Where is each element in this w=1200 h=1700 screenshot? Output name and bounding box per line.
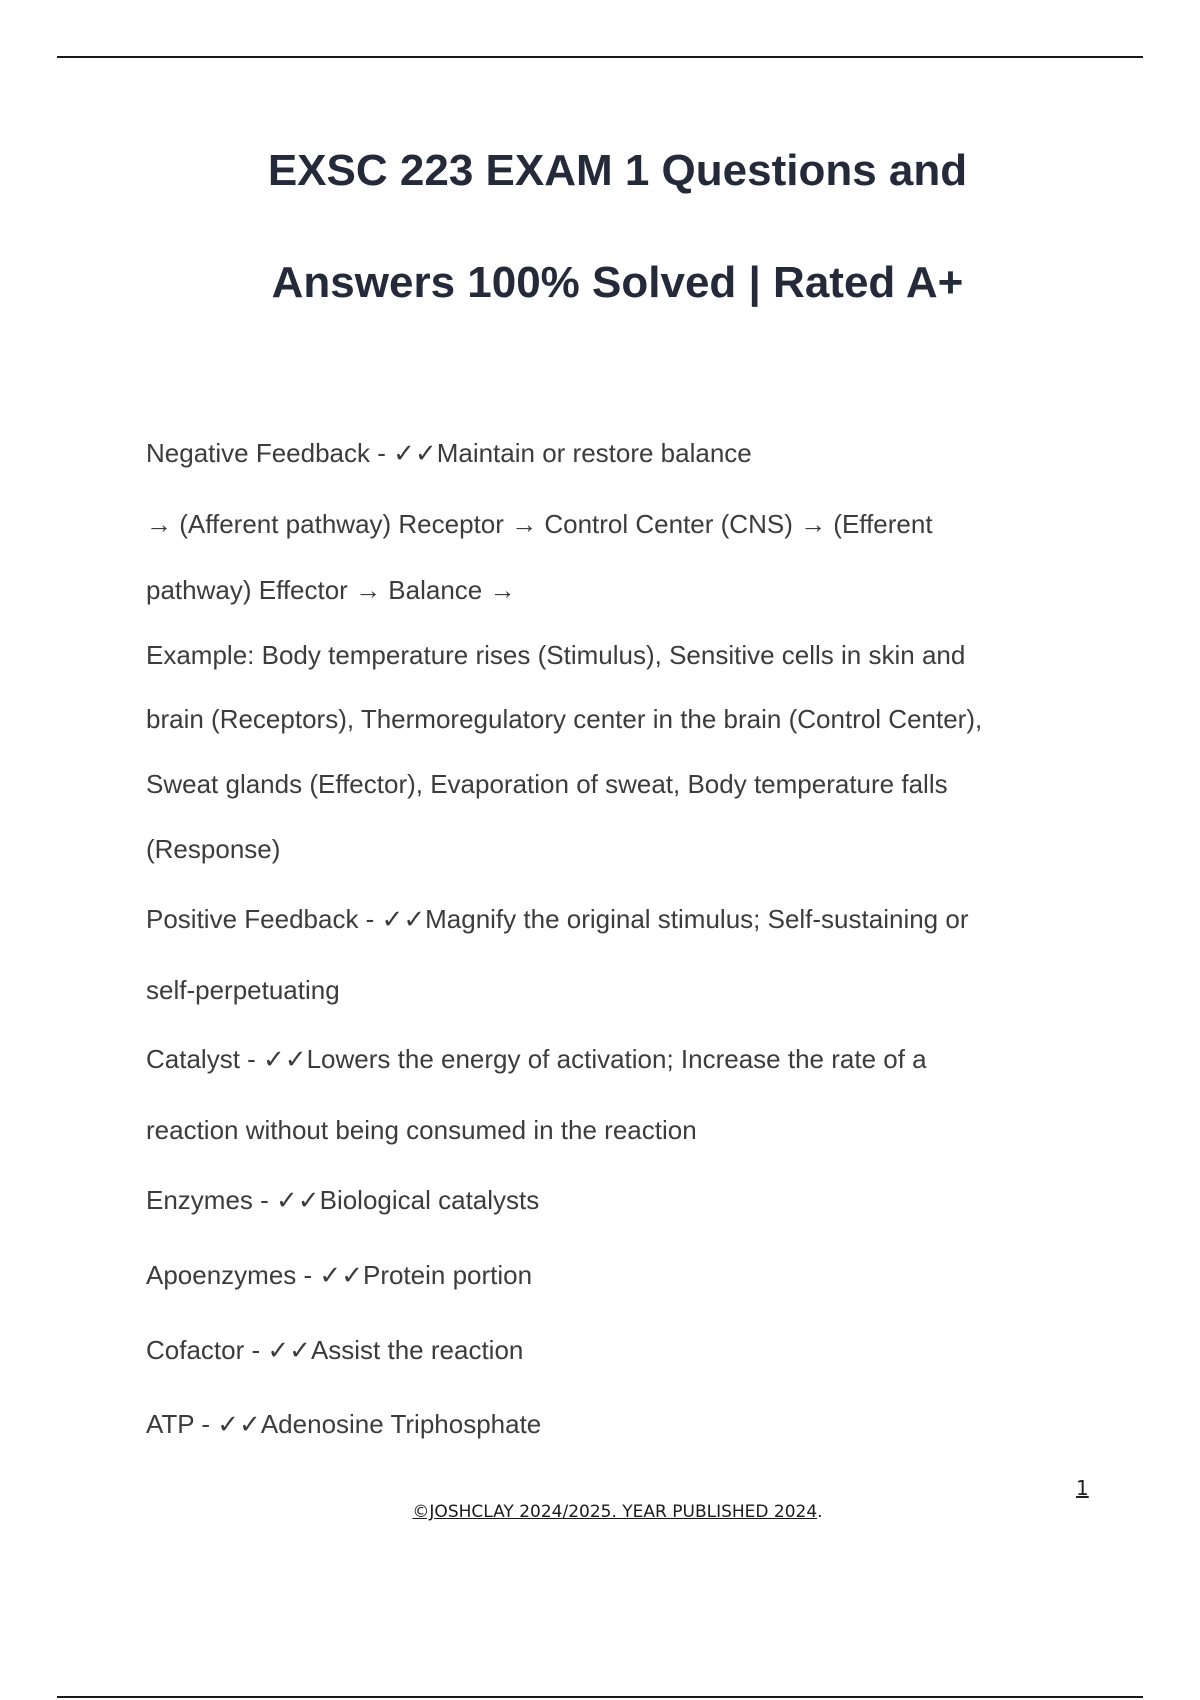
text-line: (Response) bbox=[146, 834, 281, 864]
top-rule bbox=[57, 56, 1143, 58]
text-line: Positive Feedback - ✓✓Magnify the original stimulus; Self-sustaining or bbox=[146, 904, 969, 934]
text-line: Example: Body temperature rises (Stimulus), Sensitive cells in skin and bbox=[146, 640, 966, 670]
text-line: Catalyst - ✓✓Lowers the energy of activation; Increase the rate of a bbox=[146, 1044, 927, 1074]
text-line: ATP - ✓✓Adenosine Triphosphate bbox=[146, 1409, 542, 1439]
text-line: reaction without being consumed in the reaction bbox=[146, 1115, 697, 1145]
document-title-line-1: EXSC 223 EXAM 1 Questions and bbox=[267, 146, 968, 195]
text-line: Enzymes - ✓✓Biological catalysts bbox=[146, 1185, 540, 1215]
footer-copyright-text: ©JOSHCLAY 2024/2025. YEAR PUBLISHED 2024 bbox=[412, 1502, 818, 1522]
document-title-line-2: Answers 100% Solved | Rated A+ bbox=[271, 258, 964, 307]
text-line: brain (Receptors), Thermoregulatory center in the brain (Control Center), bbox=[146, 704, 983, 734]
bottom-rule bbox=[57, 1696, 1143, 1698]
text-line: Sweat glands (Effector), Evaporation of sweat, Body temperature falls bbox=[146, 769, 948, 799]
page-number: 1 bbox=[1076, 1476, 1089, 1500]
text-line: → (Afferent pathway) Receptor → Control Center (CNS) → (Efferent bbox=[146, 509, 933, 539]
text-line: pathway) Effector → Balance → bbox=[146, 575, 516, 605]
footer-copyright bbox=[0, 1502, 1200, 1522]
text-line: Negative Feedback - ✓✓Maintain or restore balance bbox=[146, 438, 752, 468]
text-line: Apoenzymes - ✓✓Protein portion bbox=[146, 1260, 533, 1290]
footer-trailing-period: . bbox=[817, 1502, 823, 1522]
text-line: self-perpetuating bbox=[146, 975, 340, 1005]
text-line: Cofactor - ✓✓Assist the reaction bbox=[146, 1335, 524, 1365]
